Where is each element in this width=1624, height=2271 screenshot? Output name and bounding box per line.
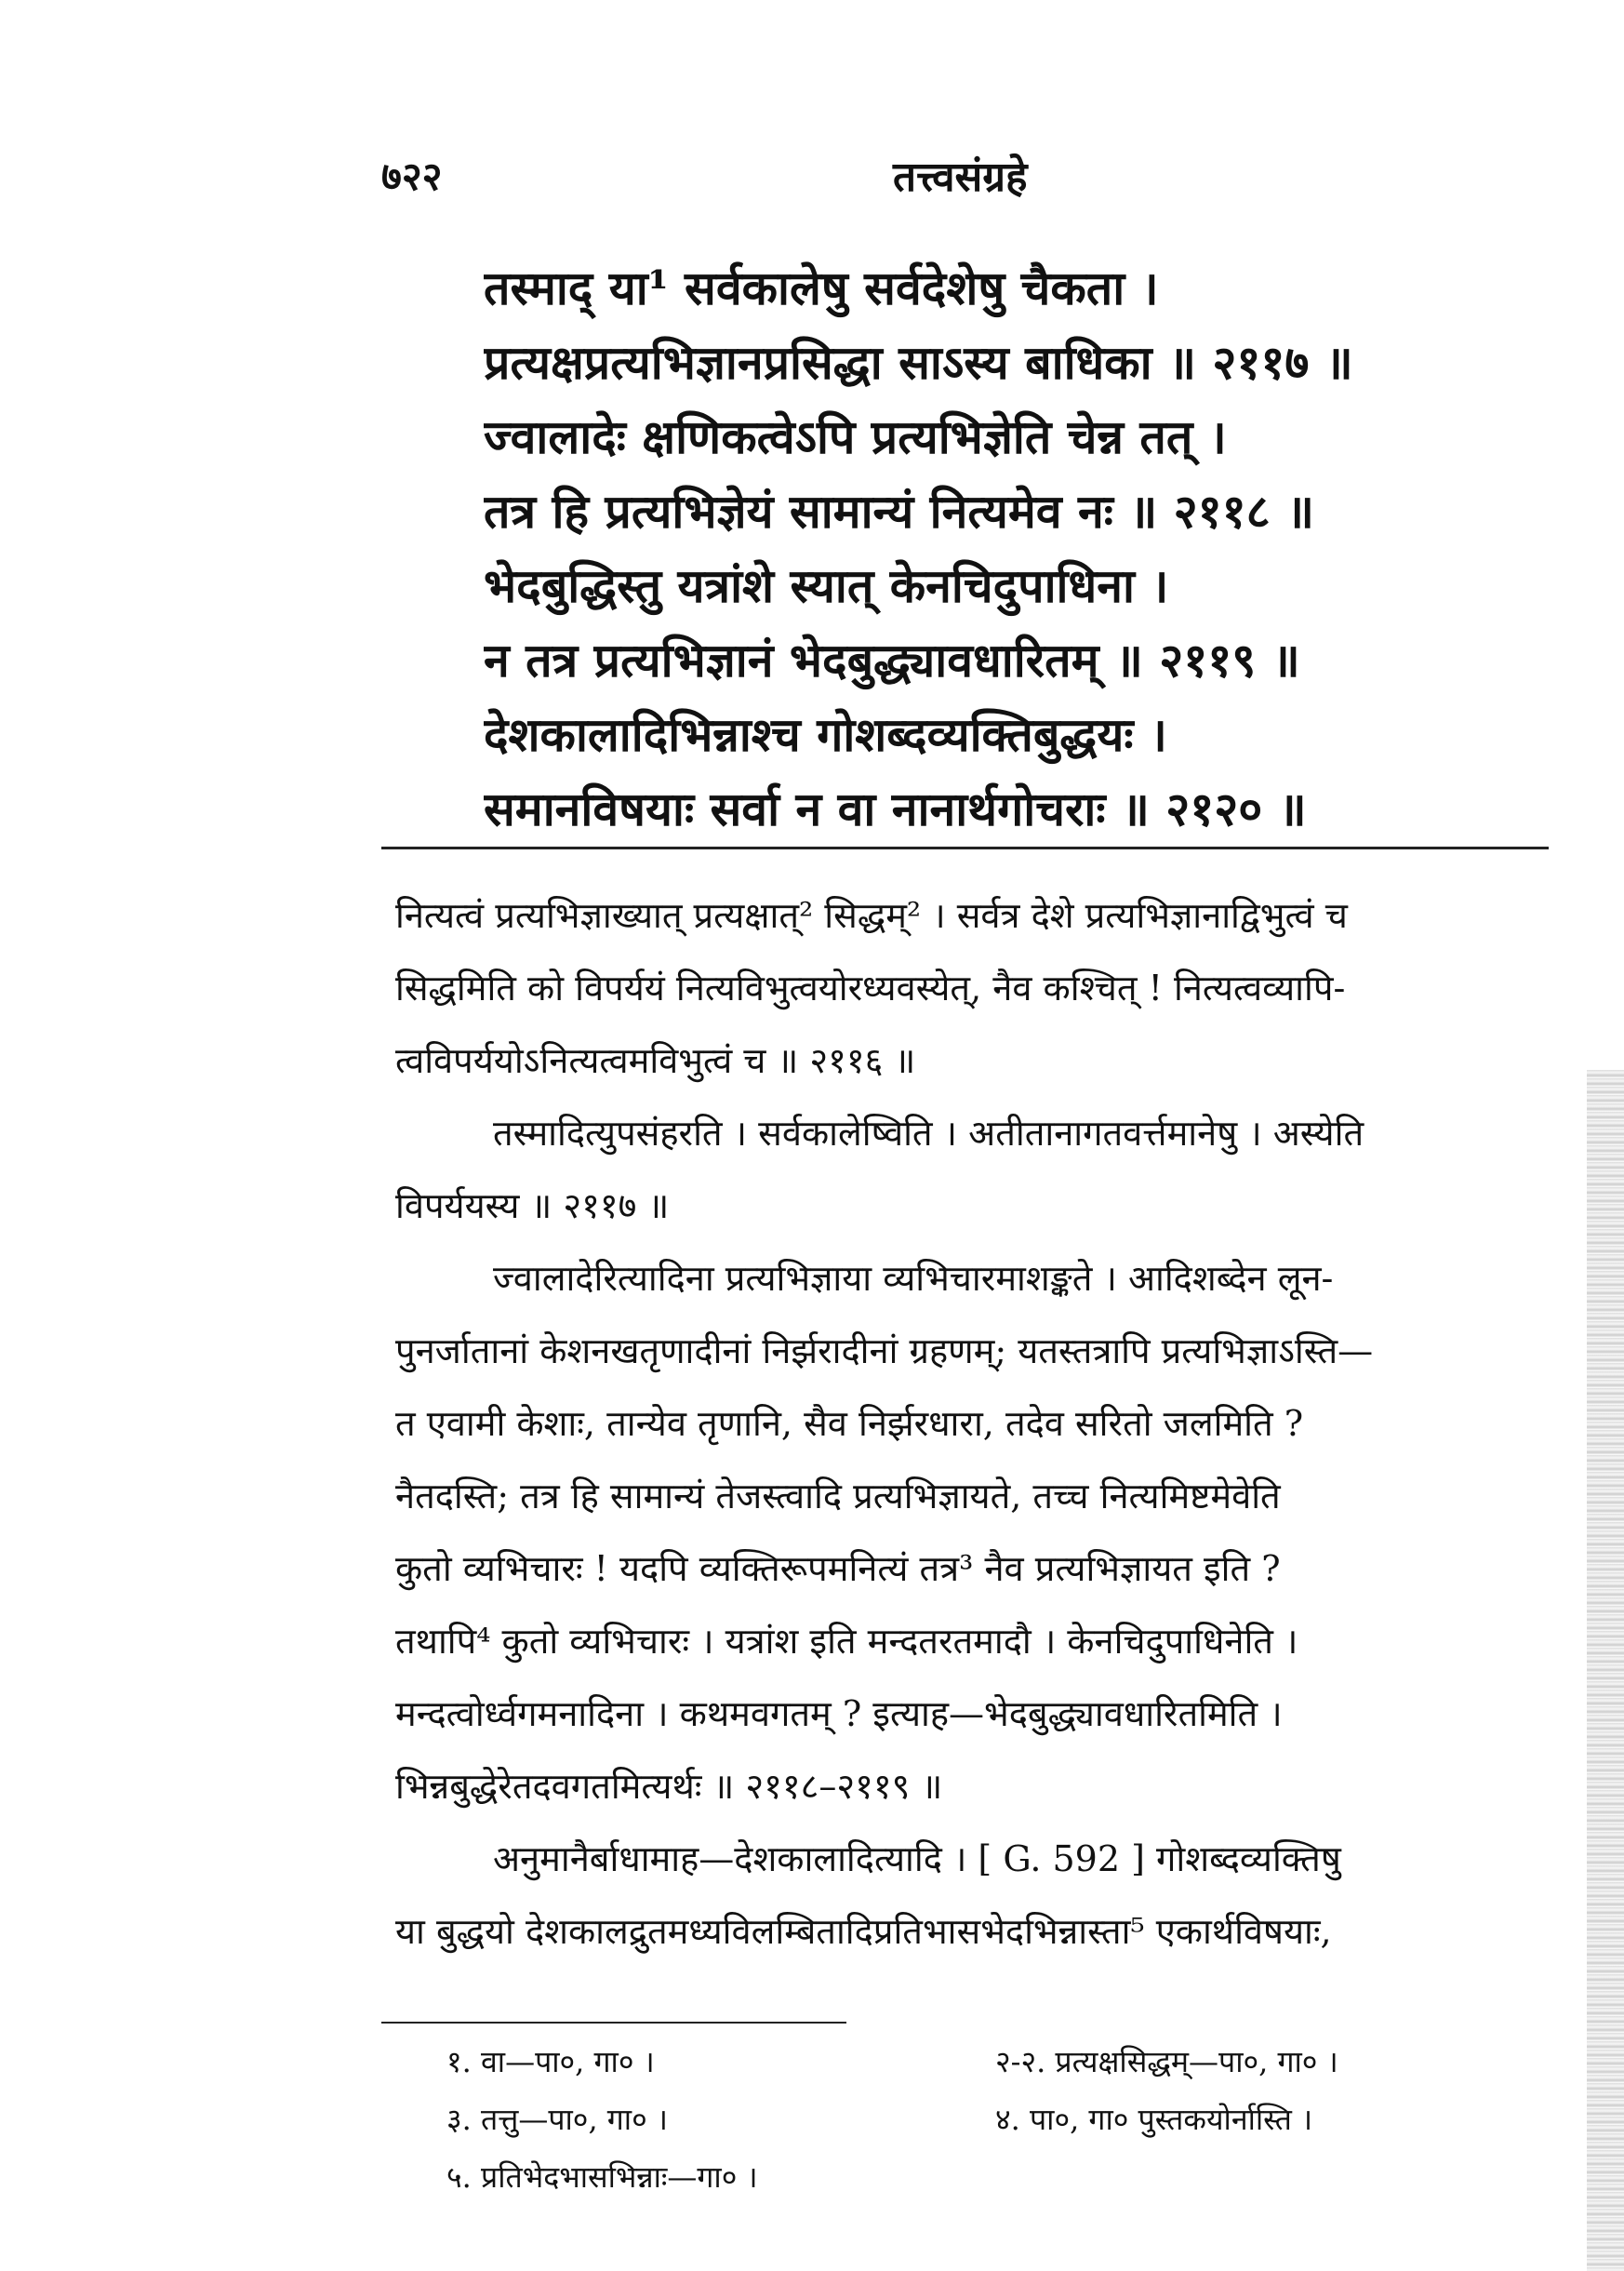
footnote-5: ५. प्रतिभेदभासभिन्नाः—गा० । [446, 2159, 758, 2195]
footnote-3: ३. तत्तु—पा०, गा० । [446, 2102, 669, 2137]
commentary-line: ज्वालादेरित्यादिना प्रत्यभिज्ञाया व्यभिचारमाशङ्कते । आदिशब्देन लून- [493, 1258, 1334, 1299]
page-number: ७२२ [381, 154, 443, 199]
verse-line: तत्र हि प्रत्यभिज्ञेयं सामान्यं नित्यमेव नः ॥ २११८ ॥ [484, 484, 1314, 539]
verse-line: भेदबुद्धिस्तु यत्रांशे स्यात् केनचिदुपाधिना । [484, 558, 1169, 613]
commentary-line: सिद्धमिति को विपर्ययं नित्यविभुत्वयोरध्यवस्येत्, नैव कश्चित् ! नित्यत्वव्यापि- [395, 968, 1346, 1009]
commentary-line: त एवामी केशाः, तान्येव तृणानि, सैव निर्झरधारा, तदेव सरितो जलमिति ? [395, 1403, 1304, 1444]
commentary-line: त्वविपर्ययोऽनित्यत्वमविभुत्वं च ॥ २११६ ॥ [395, 1040, 916, 1081]
verse-line: ज्वालादेः क्षणिकत्वेऽपि प्रत्यभिज्ञेति चेन्न तत् । [484, 409, 1227, 464]
commentary-line: अनुमानैर्बाधामाह—देशकालादित्यादि । [ G. 592 ] गोशब्दव्यक्तिषु [493, 1838, 1341, 1879]
footnotes [446, 2033, 1544, 2206]
footnote-2: २-२. प्रत्यक्षसिद्धम्—पा०, गा० । [995, 2044, 1338, 2079]
commentary-line: नित्यत्वं प्रत्यभिज्ञाख्यात् प्रत्यक्षात्² सिद्धम्² । सर्वत्र देशे प्रत्यभिज्ञानाद्विभुत्वं च [395, 895, 1348, 936]
page-header [381, 140, 1535, 214]
footnote-1: १. वा—पा०, गा० । [446, 2044, 655, 2079]
footnote-row [446, 2033, 1544, 2091]
commentary-block [395, 879, 1549, 1968]
verse-divider [381, 847, 1549, 849]
footnote-row [446, 2091, 1544, 2148]
verse-line: समानविषयाः सर्वा न वा नानार्थगोचराः ॥ २१२० ॥ [484, 781, 1307, 836]
verse-line: तस्माद् या¹ सर्वकालेषु सर्वदेशेषु चैकता । [484, 260, 1159, 315]
verse-line: न तत्र प्रत्यभिज्ञानं भेदबुद्ध्यावधारितम् ॥ २११९ ॥ [484, 633, 1300, 688]
commentary-line: भिन्नबुद्धेरेतदवगतमित्यर्थः ॥ २११८–२११९ ॥ [395, 1766, 943, 1807]
commentary-line: तस्मादित्युपसंहरति । सर्वकालेष्विति । अतीतानागतवर्त्तमानेषु । अस्येति [493, 1113, 1364, 1154]
footnote-row [446, 2148, 1544, 2206]
commentary-line: तथापि⁴ कुतो व्यभिचारः । यत्रांश इति मन्दतरतमादौ । केनचिदुपाधिनेति । [395, 1621, 1298, 1662]
commentary-line: या बुद्धयो देशकालद्रुतमध्यविलम्बितादिप्रतिभासभेदभिन्नास्ता⁵ एकार्थविषयाः, [395, 1911, 1332, 1952]
footnote-divider [381, 2022, 846, 2024]
verse-line: देशकालादिभिन्नाश्च गोशब्दव्यक्तिबुद्धयः । [484, 707, 1167, 762]
commentary-line: नैतदस्ति; तत्र हि सामान्यं तेजस्त्वादि प्रत्यभिज्ञायते, तच्च नित्यमिष्टमेवेति [395, 1476, 1281, 1516]
scan-edge-shadow [1587, 1070, 1624, 2271]
commentary-line: मन्दत्वोर्ध्वगमनादिना । कथमवगतम् ? इत्याह—भेदबुद्ध्यावधारितमिति । [395, 1693, 1283, 1734]
running-title: तत्त्वसंग्रहे [893, 154, 1028, 201]
verse-block [484, 251, 1516, 847]
commentary-line: पुनर्जातानां केशनखतृणादीनां निर्झरादीनां ग्रहणम्; यतस्तत्रापि प्रत्यभिज्ञाऽस्ति— [395, 1330, 1374, 1371]
footnote-4: ४. पा०, गा० पुस्तकयोर्नास्ति । [995, 2102, 1313, 2137]
commentary-line: विपर्ययस्य ॥ २११७ ॥ [395, 1185, 670, 1226]
commentary-line: कुतो व्यभिचारः ! यदपि व्यक्तिरूपमनित्यं तत्र³ नैव प्रत्यभिज्ञायत इति ? [395, 1548, 1281, 1589]
verse-line: प्रत्यक्षप्रत्यभिज्ञानप्रसिद्धा साऽस्य बाधिका ॥ २११७ ॥ [484, 335, 1353, 390]
